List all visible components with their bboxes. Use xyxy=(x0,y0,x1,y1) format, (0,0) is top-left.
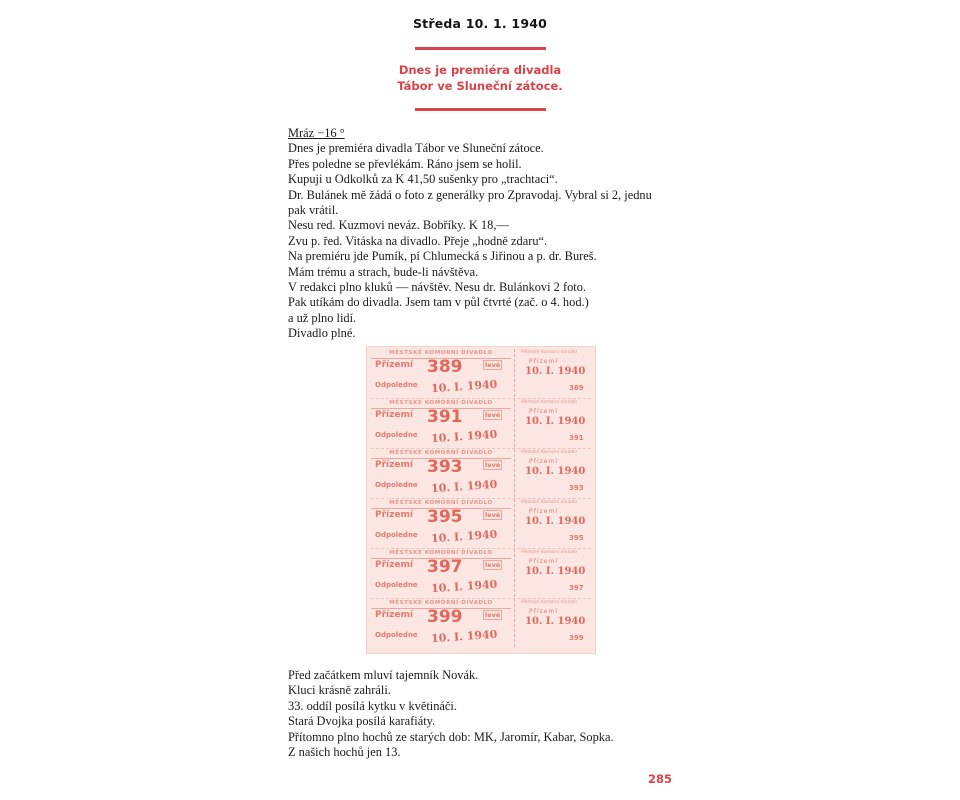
stub-number: 391 xyxy=(569,434,584,442)
entry-line: Dnes je premiéra divadla Tábor ve Sluneční zátoce. xyxy=(288,141,544,156)
ticket-date-stamp: 10. I. 1940 xyxy=(430,577,498,596)
stub-header: Městské Komorní divadlo xyxy=(521,350,578,355)
entry-line: Z našich hochů jen 13. xyxy=(288,745,401,760)
stub-date: 10. I. 1940 xyxy=(525,466,586,477)
ticket-strip-image xyxy=(366,346,596,654)
entry-line: Kupuji u Odkolků za K 41,50 sušenky pro „trachtaci“. xyxy=(288,172,558,187)
stub-section: Přízemí xyxy=(529,558,558,565)
entry-line: Divadlo plné. xyxy=(288,326,356,341)
entry-line: Zvu p. řed. Vitáska na divadlo. Přeje „hodně zdaru“. xyxy=(288,233,548,248)
entry-line: Nesu red. Kuzmovi neváz. Bobříky. K 18,— xyxy=(288,218,509,233)
ticket-section: Přízemí xyxy=(375,510,413,520)
ticket-section: Přízemí xyxy=(375,610,413,620)
entry-line: pak vrátil. xyxy=(288,203,339,218)
entry-continuation xyxy=(288,668,708,760)
ticket-theatre: MĚSTSKÉ KOMORNÍ DIVADLO xyxy=(389,600,493,606)
ticket xyxy=(371,549,591,599)
ticket-side: levé xyxy=(485,411,501,419)
entry-line: Přes poledne se převlékám. Ráno jsem se holil. xyxy=(288,156,522,171)
ticket-number: 391 xyxy=(427,407,463,427)
ticket-time: Odpoledne xyxy=(375,381,418,389)
ticket-time: Odpoledne xyxy=(375,631,418,639)
ticket-theatre: MĚSTSKÉ KOMORNÍ DIVADLO xyxy=(389,450,493,456)
ticket-section: Přízemí xyxy=(375,410,413,420)
ticket-time: Odpoledne xyxy=(375,581,418,589)
ticket-date-stamp: 10. I. 1940 xyxy=(430,377,498,396)
stub-header: Městské Komorní divadlo xyxy=(521,500,578,505)
ticket-section: Přízemí xyxy=(375,560,413,570)
ticket-time: Odpoledne xyxy=(375,531,418,539)
stub-section: Přízemí xyxy=(529,608,558,615)
ticket-perforation xyxy=(514,549,516,597)
stub-number: 395 xyxy=(569,534,584,542)
entry-line: Před začátkem mluví tajemník Novák. xyxy=(288,668,479,682)
entry-line: 33. oddíl posílá kytku v květináči. xyxy=(288,698,457,713)
entry-line: Kluci krásně zahráli. xyxy=(288,683,391,698)
ticket-section: Přízemí xyxy=(375,460,413,470)
ticket-perforation xyxy=(514,349,516,397)
ticket-theatre: MĚSTSKÉ KOMORNÍ DIVADLO xyxy=(389,350,493,356)
ticket-perforation xyxy=(514,599,516,647)
ticket xyxy=(371,499,591,549)
ticket-number: 389 xyxy=(427,357,463,377)
ticket xyxy=(371,349,591,399)
stub-header: Městské Komorní divadlo xyxy=(521,600,578,605)
stub-section: Přízemí xyxy=(529,458,558,465)
ticket-number: 397 xyxy=(427,557,463,577)
entry-line: Přítomno plno hochů ze starých dob: MK, Jaromír, Kabar, Sopka. xyxy=(288,729,614,744)
stub-header: Městské Komorní divadlo xyxy=(521,400,578,405)
entry-line: Pak utíkám do divadla. Jsem tam v půl čtvrté (zač. o 4. hod.) xyxy=(288,295,589,310)
ticket-side: levé xyxy=(485,611,501,619)
ticket-side: levé xyxy=(485,511,501,519)
stub-number: 397 xyxy=(569,584,584,592)
entry-title: Mráz −16 ° xyxy=(288,126,345,140)
page-heading: Středa 10. 1. 1940 xyxy=(412,16,548,31)
stub-date: 10. I. 1940 xyxy=(525,516,586,527)
ticket-date-stamp: 10. I. 1940 xyxy=(430,527,498,546)
entry-line: Mám trému a strach, bude-li návštěva. xyxy=(288,264,479,279)
ticket-section: Přízemí xyxy=(375,360,413,370)
stub-header: Městské Komorní divadlo xyxy=(521,450,578,455)
ticket-side: levé xyxy=(485,461,501,469)
stub-date: 10. I. 1940 xyxy=(525,366,586,377)
ticket-theatre: MĚSTSKÉ KOMORNÍ DIVADLO xyxy=(389,400,493,406)
stub-number: 389 xyxy=(569,384,584,392)
entry-line: Na premiéru jde Pumík, pí Chlumecká s Jiřinou a p. dr. Bureš. xyxy=(288,249,597,264)
subtitle-line: Tábor ve Sluneční zátoce. xyxy=(397,78,563,93)
ticket-perforation xyxy=(514,499,516,547)
entry-line: Dr. Bulánek mě žádá o foto z generálky pro Zpravodaj. Vybral si 2, jednu xyxy=(288,187,652,202)
stub-section: Přízemí xyxy=(529,358,558,365)
entry-line: Stará Dvojka posílá karafiáty. xyxy=(288,714,436,729)
subtitle xyxy=(0,63,960,94)
ticket-number: 393 xyxy=(427,457,463,477)
ticket-time: Odpoledne xyxy=(375,481,418,489)
ticket-date-stamp: 10. I. 1940 xyxy=(430,477,498,496)
ticket-side: levé xyxy=(485,361,501,369)
ticket-date-stamp: 10. I. 1940 xyxy=(430,627,498,646)
stub-number: 393 xyxy=(569,484,584,492)
ticket-side: levé xyxy=(485,561,501,569)
stub-header: Městské Komorní divadlo xyxy=(521,550,578,555)
ticket xyxy=(371,399,591,449)
stub-number: 399 xyxy=(569,634,584,642)
bottom-rule xyxy=(415,108,546,111)
ticket-theatre: MĚSTSKÉ KOMORNÍ DIVADLO xyxy=(389,550,493,556)
stub-section: Přízemí xyxy=(529,408,558,415)
ticket-number: 399 xyxy=(427,607,463,627)
entry-line: a už plno lidí. xyxy=(288,310,357,325)
stub-date: 10. I. 1940 xyxy=(525,616,586,627)
top-rule xyxy=(415,47,546,50)
ticket xyxy=(371,599,591,648)
stub-date: 10. I. 1940 xyxy=(525,416,586,427)
entry-line: V redakci plno kluků — návštěv. Nesu dr. Bulánkovi 2 foto. xyxy=(288,280,587,295)
ticket xyxy=(371,449,591,499)
subtitle-line: Dnes je premiéra divadla xyxy=(398,63,562,77)
ticket-number: 395 xyxy=(427,507,463,527)
ticket-date-stamp: 10. I. 1940 xyxy=(430,427,498,446)
ticket-time: Odpoledne xyxy=(375,431,418,439)
ticket-theatre: MĚSTSKÉ KOMORNÍ DIVADLO xyxy=(389,500,493,506)
page-number: 285 xyxy=(648,772,673,786)
ticket-perforation xyxy=(514,399,516,447)
ticket-perforation xyxy=(514,449,516,497)
stub-section: Přízemí xyxy=(529,508,558,515)
stub-date: 10. I. 1940 xyxy=(525,566,586,577)
entry-text xyxy=(288,126,708,342)
